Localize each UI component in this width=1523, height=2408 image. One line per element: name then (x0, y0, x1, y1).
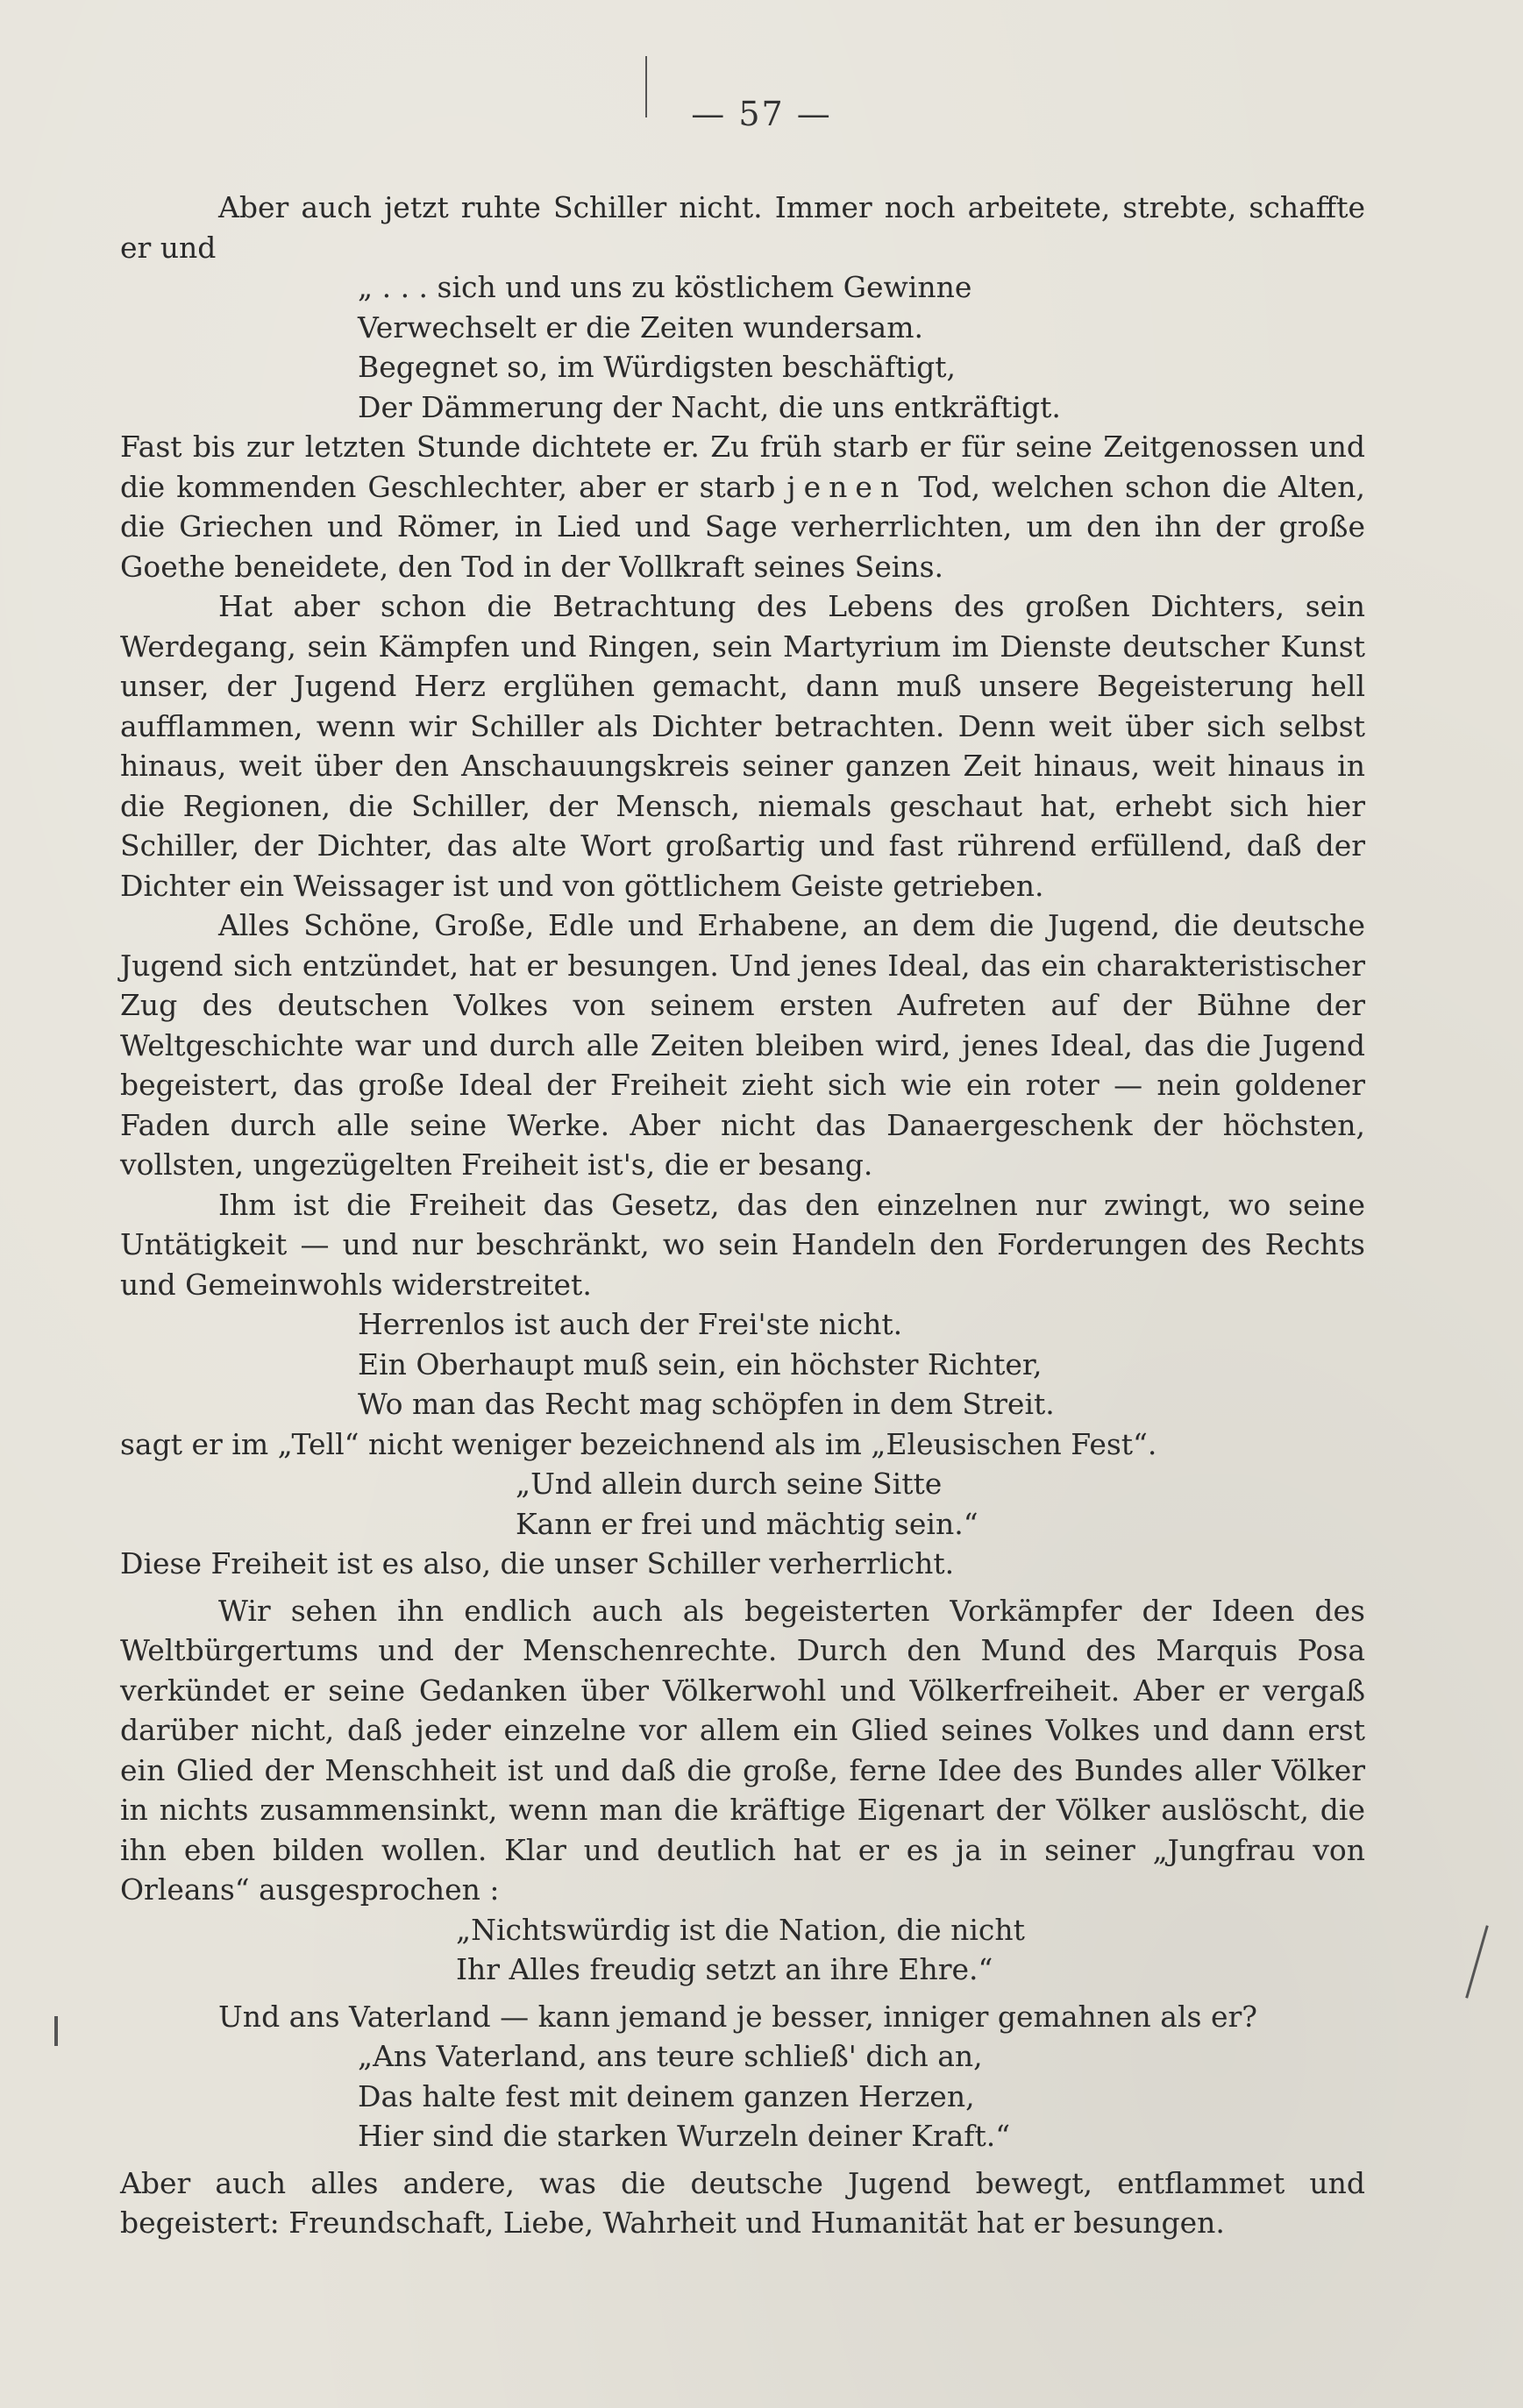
paragraph: Wir sehen ihn endlich auch als begeisterten Vorkämpfer der Ideen des Weltbürgertums und der Menschenrechte. Durch den Mund des Marquis Posa verkündet er seine Gedanken über Völkerwohl und Völkerfreiheit. Aber er vergaß darüber nicht, daß jeder einzelne vor allem ein Glied seines Volkes und dann erst ein Glied der Menschheit ist und daß die große, ferne Idee des Bundes aller Völker in nichts zusammensinkt, wenn man die kräftige Eigenart der Völker auslöscht, die ihn eben bilden wollen. Klar und deutlich hat er es ja in seiner „Jungfrau von Orleans“ ausgesprochen : (120, 1593, 1365, 1907)
paragraph: sagt er im „Tell“ nicht weniger bezeichnend als im „Eleusischen Fest“. (120, 1426, 1157, 1461)
emphasized-word: jenen (786, 469, 907, 504)
scan-mark (1465, 1925, 1489, 1998)
paragraph-text: Fast bis zur letzten Stunde dichtete er. Zu früh starb er für seine Zeitgenossen und die kommenden Geschlechter, aber er starb (120, 430, 1365, 504)
verse-quote (120, 267, 1365, 427)
paragraph: Aber auch alles andere, was die deutsche Jugend bewegt, entflammet und begeistert: Freundschaft, Liebe, Wahrheit und Humanität hat er besungen. (120, 2165, 1365, 2240)
verse-line: Wo man das Recht mag schöpfen in dem Streit. (358, 1387, 1055, 1421)
scan-mark (54, 2016, 58, 2046)
verse-line: „Und allein durch seine Sitte (516, 1467, 943, 1501)
verse-line: Ein Oberhaupt muß sein, ein höchster Richter, (358, 1346, 1043, 1382)
verse-line: Hier sind die starken Wurzeln deiner Kraft.“ (358, 2119, 1011, 2153)
paragraph (120, 427, 1365, 586)
verse-line: „ . . . sich und uns zu köstlichem Gewinne (358, 270, 972, 304)
paragraph: Und ans Vaterland — kann jemand je besser, inniger gemahnen als er? (218, 1999, 1257, 2034)
verse-line: Herrenlos ist auch der Frei'ste nicht. (358, 1307, 903, 1341)
verse-line: „Ans Vaterland, ans teure schließ' dich an, (358, 2039, 983, 2073)
verse-quote (120, 1910, 1365, 1990)
paragraph: Hat aber schon die Betrachtung des Lebens des großen Dichters, sein Werdegang, sein Kämpfen und Ringen, sein Martyrium im Dienste deutscher Kunst unser, der Jugend Herz erglühen gemacht, dann muß unsere Begeisterung hell aufflammen, wenn wir Schiller als Dichter betrachten. Denn weit über sich selbst hinaus, weit über den Anschauungskreis seiner ganzen Zeit hinaus, weit hinaus in die Regionen, die Schiller, der Mensch, niemals geschaut hat, erhebt sich hier Schiller, der Dichter, das alte Wort großartig und fast rührend erfüllend, daß der Dichter ein Weissager ist und von göttlichem Geiste getrieben. (120, 589, 1365, 903)
paragraph-text: Tod, welchen schon die Alten, die Griechen und Römer, in Lied und Sage verherrlichten, um den ihn der große Goethe beneidete, den Tod in der Vollkraft seines Seins. (120, 469, 1365, 584)
body-text (120, 188, 1365, 2243)
paragraph: Ihm ist die Freiheit das Gesetz, das den einzelnen nur zwingt, wo seine Untätigkeit — und nur beschränkt, wo sein Handeln den Forderungen des Rechts und Gemeinwohls widerstreitet. (120, 1187, 1365, 1302)
verse-line: Das halte fest mit deinem ganzen Herzen, (358, 2078, 975, 2113)
verse-line: Kann er frei und mächtig sein.“ (516, 1506, 979, 1541)
verse-line: Begegnet so, im Würdigsten beschäftigt, (358, 350, 956, 384)
verse-line: „Nichtswürdig ist die Nation, die nicht (456, 1912, 1025, 1947)
page-number: — 57 — (691, 95, 832, 133)
verse-line: Ihr Alles freudig setzt an ihre Ehre.“ (456, 1952, 993, 1986)
paragraph: Alles Schöne, Große, Edle und Erhabene, an dem die Jugend, die deutsche Jugend sich entzündet, hat er besungen. Und jenes Ideal, das ein charakteristischer Zug des deutschen Volkes von seinem ersten Aufreten auf der Bühne der Weltgeschichte war und durch alle Zeiten bleiben wird, jenes Ideal, das die Jugend begeistert, das große Ideal der Freiheit zieht sich wie ein roter — nein goldener Faden durch alle seine Werke. Aber nicht das Danaergeschenk der höchsten, vollsten, ungezügelten Freiheit ist's, die er besang. (120, 908, 1365, 1182)
paragraph: Aber auch jetzt ruhte Schiller nicht. Immer noch arbeitete, strebte, schaffte er und (120, 190, 1365, 265)
verse-quote (120, 1464, 1365, 1544)
paragraph: Diese Freiheit ist es also, die unser Schiller verherrlicht. (120, 1546, 955, 1580)
verse-quote (120, 1304, 1365, 1424)
verse-quote (120, 2036, 1365, 2156)
verse-line: Der Dämmerung der Nacht, die uns entkräftigt. (358, 389, 1061, 424)
verse-line: Verwechselt er die Zeiten wundersam. (358, 309, 923, 345)
